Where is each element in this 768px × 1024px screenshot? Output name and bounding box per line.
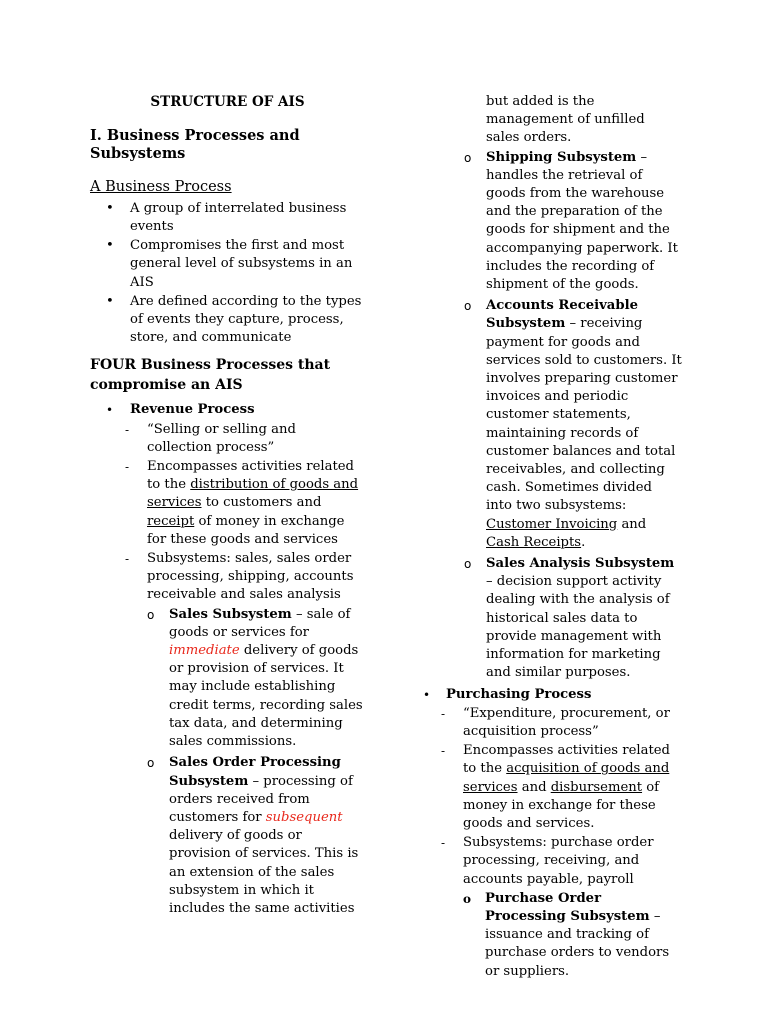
list-item: - “Selling or selling and collection process”: [125, 421, 296, 455]
list-item: - Subsystems: purchase order processing, receiving, and accounts payable, payroll o Purchase Order Processing Subsystem – issuance and tracking of purchase orders to vendors or suppliers.: [446, 834, 682, 981]
dash-marker: -: [441, 836, 446, 851]
revenue-process: [90, 401, 365, 918]
circle-marker: o: [147, 607, 155, 622]
revenue-subsystems-continued: [464, 149, 682, 683]
list-item: o Shipping Subsystem – handles the retrieval of goods from the warehouse and the preparation of the goods for shipment and the accompanying paperwork. It includes the recording of shipment of the goods.: [464, 149, 678, 293]
purchasing-process-title: Purchasing Process: [446, 686, 592, 702]
dash-marker: -: [441, 744, 446, 759]
four-processes-heading: FOUR Business Processes that compromise an AIS: [90, 357, 331, 394]
document-title: STRUCTURE OF AIS: [150, 94, 305, 110]
list-item: - Encompasses activities related to the acquisition of goods and services and disbursement of money in exchange for these goods and services.: [441, 743, 671, 831]
bullet-marker: •: [423, 687, 431, 702]
sales-analysis-title: Sales Analysis Subsystem: [486, 556, 675, 572]
circle-marker: o: [463, 891, 472, 906]
purchasing-dash-list: [441, 705, 682, 981]
list-item: - “Expenditure, procurement, or acquisition process”: [441, 705, 670, 739]
list-item: - Encompasses activities related to the distribution of goods and services to customers and receipt of money in exchange for these goods and services: [125, 459, 359, 547]
list-item: o Accounts Receivable Subsystem – receiving payment for goods and services sold to customers. It involves preparing customer invoices and periodic customer statements, maintaining records of customer balances and total receivables, and collecting cash. Sometimes divided into two subsystems: Customer Invoicing and Cash Receipts.: [464, 298, 682, 550]
bullet-marker: •: [106, 200, 114, 216]
dash-marker: -: [125, 552, 130, 567]
circle-marker: o: [147, 756, 155, 771]
section-heading: I. Business Processes and Subsystems: [90, 127, 300, 163]
list-item: o Purchase Order Processing Subsystem – issuance and tracking of purchase orders to vendors or suppliers.: [463, 890, 670, 979]
list-item: - Subsystems: sales, sales order processing, shipping, accounts receivable and sales analysis o Sales Subsystem – sale of goods or services for immediate delivery of goods or provision of services. It may include establishing credit terms, recording sales tax data, and determining sales commissions. o Sales Order Processing Subsystem – processing of orders received from customers for subsequent delivery of goods or provision of services. This is an extension of the sales subsystem in which it includes the same activities: [130, 550, 365, 918]
list-item: • Are defined according to the types of events they capture, process, store, and communicate: [106, 293, 362, 346]
dash-marker: -: [125, 422, 130, 437]
shipping-subsystem-title: Shipping Subsystem: [486, 149, 637, 165]
accounts-receivable-title: Accounts Receivable Subsystem: [486, 298, 638, 332]
list-item: o Sales Order Processing Subsystem – processing of orders received from customers for subsequent delivery of goods or provision of services. This is an extension of the sales subsystem in which it includes the same activities: [147, 755, 359, 916]
list-item: • Compromises the first and most general level of subsystems in an AIS: [106, 238, 353, 290]
sales-order-processing-title: Sales Order Processing Subsystem: [169, 755, 341, 789]
business-process-bullets: [90, 200, 365, 348]
sales-subsystem-title: Sales Subsystem: [169, 606, 292, 622]
revenue-subsystems: [147, 606, 365, 918]
purchase-order-processing-title: Purchase Order Processing Subsystem: [485, 890, 650, 924]
list-item: • A group of interrelated business events: [106, 200, 347, 235]
dash-marker: -: [441, 706, 446, 721]
dash-marker: -: [125, 460, 130, 475]
list-item: o Sales Subsystem – sale of goods or services for immediate delivery of goods or provision of services. It may include establishing credit terms, recording sales tax data, and determining sales commissions.: [147, 606, 363, 750]
revenue-dash-list: [125, 421, 365, 918]
right-column: [417, 93, 682, 984]
bullet-marker: •: [106, 238, 114, 254]
bullet-marker: •: [106, 403, 114, 418]
purchasing-process: [417, 686, 682, 981]
bullet-marker: •: [106, 293, 114, 309]
purchasing-subsystems: [463, 890, 682, 981]
list-item: o Sales Analysis Subsystem – decision support activity dealing with the analysis of historical sales data to provide management with information for marketing and similar purposes.: [464, 556, 675, 681]
circle-marker: o: [464, 299, 472, 314]
subheading-business-process: A Business Process: [90, 178, 232, 195]
circle-marker: o: [464, 150, 472, 165]
left-column: [90, 93, 365, 921]
circle-marker: o: [464, 557, 472, 572]
continued-text: but added is the management of unfilled sales orders.: [486, 94, 645, 146]
revenue-process-title: Revenue Process: [130, 402, 255, 418]
